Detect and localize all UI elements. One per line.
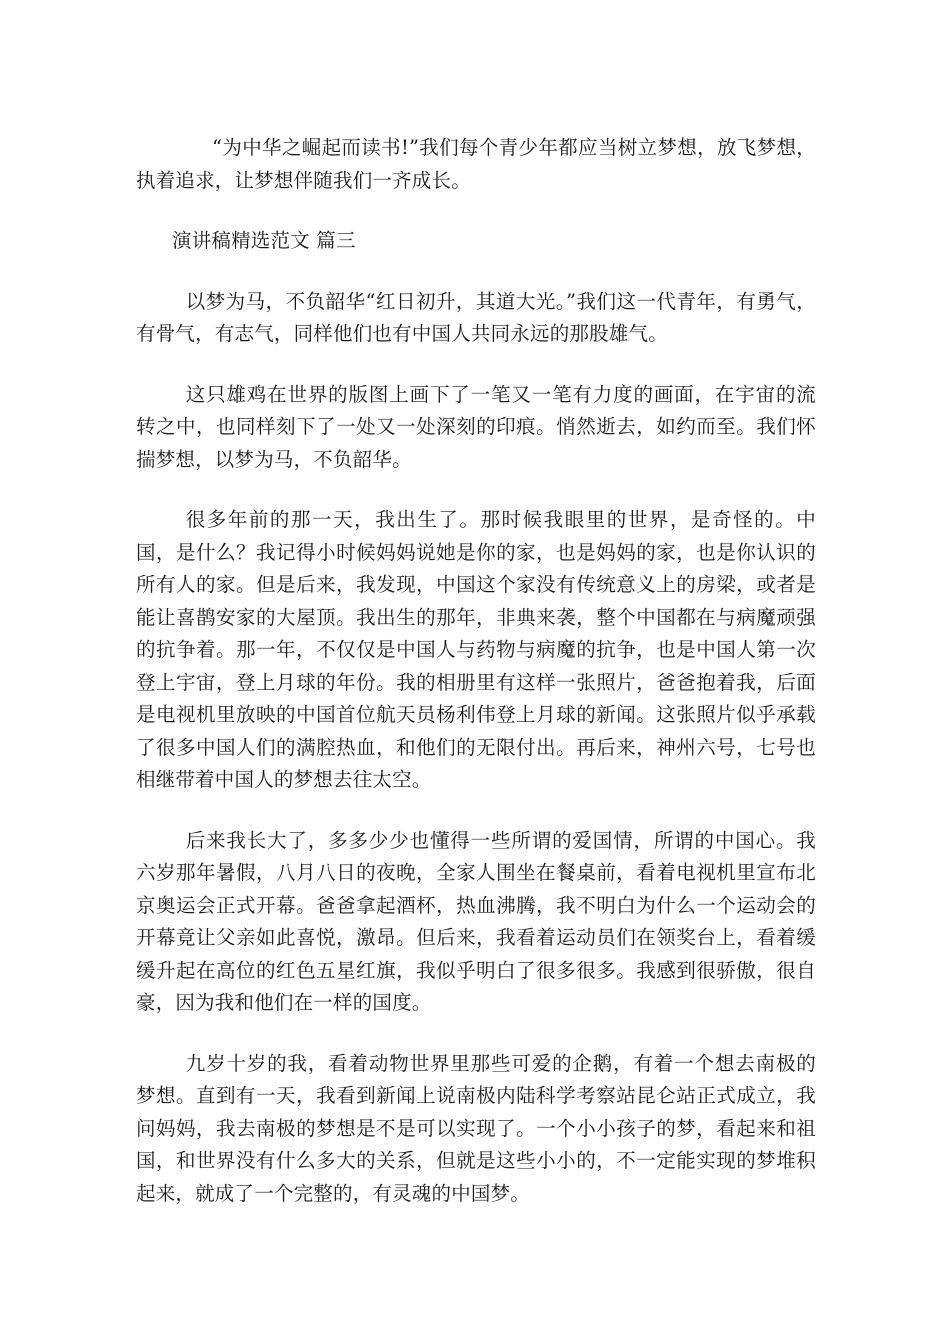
paragraph-intro: “为中华之崛起而读书!”我们每个青少年都应当树立梦想，放飞梦想，执着追求，让梦想伴随我们一齐成长。 bbox=[136, 136, 816, 192]
paragraph: 后来我长大了，多多少少也懂得一些所谓的爱国情，所谓的中国心。我六岁那年暑假，八月八日的夜晚，全家人围坐在餐桌前，看着电视机里宣布北京奥运会正式开幕。爸爸拿起酒杯，热血沸腾，我不明白为什么一个运动会的开幕竟让父亲如此喜悦，激昂。但后来，我看着运动员们在领奖台上，看着缓缓升起在高位的红色五星红旗，我似乎明白了很多很多。我感到很骄傲，很自豪，因为我和他们在一样的国度。 bbox=[136, 828, 816, 1014]
paragraph: 很多年前的那一天，我出生了。那时候我眼里的世界，是奇怪的。中国，是什么？我记得小时候妈妈说她是你的家，也是妈妈的家，也是你认识的所有人的家。但是后来，我发现，中国这个家没有传统意义上的房梁，或者是能让喜鹊安家的大屋顶。我出生的那年，非典来袭，整个中国都在与病魔顽强的抗争着。那一年，不仅仅是中国人与药物与病魔的抗争，也是中国人第一次登上宇宙，登上月球的年份。我的相册里有这样一张照片，爸爸抱着我，后面是电视机里放映的中国首位航天员杨利伟登上月球的新闻。这张照片似乎承载了很多中国人们的满腔热血，和他们的无限付出。再后来，神州六号，七号也相继带着中国人的梦想去往太空。 bbox=[136, 508, 816, 791]
paragraph: 这只雄鸡在世界的版图上画下了一笔又一笔有力度的画面，在宇宙的流转之中，也同样刻下了一处又一处深刻的印痕。悄然逝去，如约而至。我们怀揣梦想，以梦为马，不负韶华。 bbox=[136, 382, 816, 471]
paragraph: 九岁十岁的我，看着动物世界里那些可爱的企鹅，有着一个想去南极的梦想。直到有一天，我看到新闻上说南极内陆科学考察站昆仑站正式成立，我问妈妈，我去南极的梦想是不是可以实现了。一个小小孩子的梦，看起来和祖国，和世界没有什么多大的关系，但就是这些小小的，不一定能实现的梦堆积起来，就成了一个完整的，有灵魂的中国梦。 bbox=[136, 1051, 816, 1205]
document-body bbox=[136, 132, 816, 1238]
section-heading: 演讲稿精选范文 篇三 bbox=[172, 229, 356, 252]
paragraph: 以梦为马，不负韶华“红日初升，其道大光。”我们这一代青年，有勇气，有骨气，有志气，同样他们也有中国人共同永远的那股雄气。 bbox=[136, 289, 816, 345]
